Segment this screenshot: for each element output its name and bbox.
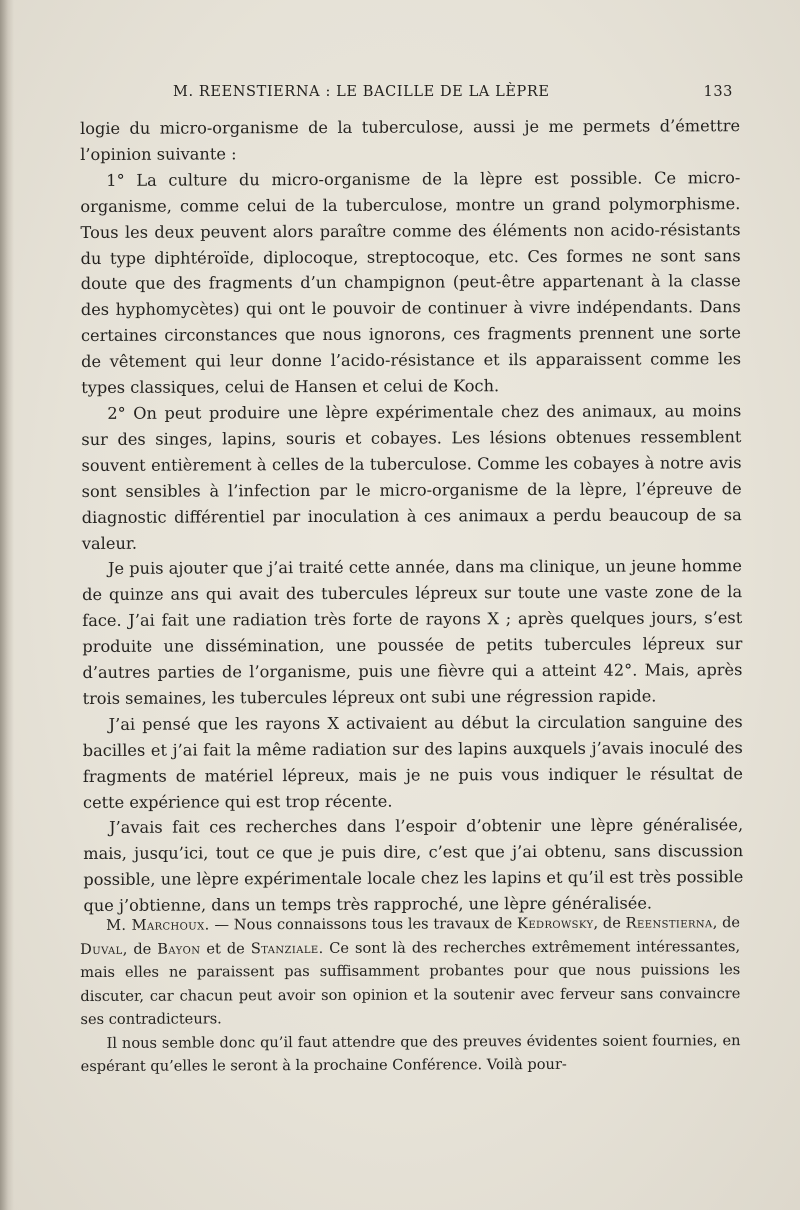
discussion-section — [80, 911, 741, 1078]
author-name: Duval — [80, 940, 123, 958]
text-fragment: — Nous connaissons tous les travaux de — [209, 915, 518, 934]
paragraph-continuation: logie du micro-organisme de la tuberculose, aussi je me permets d’émettre l’opinion suivante : — [80, 116, 741, 164]
paragraph-rabbit-experiment: J’ai pensé que les rayons X activaient au début la circulation sanguine des bacilles et j’ai fait la même radiation sur des lapins auxquels j’avais inoculé des fragments de matériel lépreux, mais je ne puis vous indiquer le résultat de cette expérience qui est trop récente. — [82, 711, 743, 812]
text-fragment: , de — [593, 914, 626, 932]
paragraph-clinical-case: Je puis ajouter que j’ai traité cette année, dans ma clinique, un jeune homme de quinze ans qui avait des tubercules lépreux sur toute une vaste zone de la face. J’ai fait une radiation très forte de rayons X ; après quelques jours, s’est produite une dissémination, une poussée de petits tubercules lépreux sur d’autres parties de l’organisme, puis une fièvre qui a atteint 42°. Mais, après trois semaines, les tubercules lépreux ont subi une régression rapide. — [82, 556, 743, 708]
discussion-paragraph-2: Il nous semble donc qu’il faut attendre que des preuves évidentes soient fournies, en espérant qu’elles le seront à la prochaine Conférence. Voilà pour- — [80, 1031, 741, 1075]
speaker-name: M. Marchoux. — [106, 916, 210, 934]
author-name: Kedrowsky — [516, 914, 594, 933]
author-name: Reenstierna — [625, 914, 713, 932]
text-fragment: , de — [712, 914, 741, 932]
text-fragment: et de — [200, 939, 251, 957]
page-gutter-shadow — [0, 0, 14, 1210]
paragraph-conclusion: J’avais fait ces recherches dans l’espoir d’obtenir une lèpre généralisée, mais, jusqu’ici, tout ce que je puis dire, c’est que j’ai obtenu, sans discussion possible, une lèpre expérimentale locale chez les lapins et qu’il est très possible que j’obtienne, dans un temps très rapproché, une lèpre généralisée. — [83, 815, 744, 916]
author-name: Stanziale — [250, 939, 319, 957]
paragraph-point-1: 1° La culture du micro-organisme de la lèpre est possible. Ce micro-organisme, comme celui de la tuberculose, montre un grand polymorphisme. Tous les deux peuvent alors paraître comme des éléments non acido-résistants du type diphtéroïde, diplocoque, streptocoque, etc. Ces formes ne sont sans doute que des fragments d’un champignon (peut-être appartenant à la classe des hyphomycètes) qui ont le pouvoir de continuer à vivre indépendants. Dans certaines circonstances que nous ignorons, ces fragments prennent une sorte de vêtement qui leur donne l’acido-résistance et ils apparaissent comme les types classiques, celui de Hansen et celui de Koch. — [80, 167, 742, 398]
main-text — [80, 113, 743, 919]
author-name: Bayon — [157, 939, 201, 958]
text-fragment: . Ce sont là des recherches extrêmement intéressantes, mais elles ne paraissent pas suffisamment probantes pour que nous puissions les discuter, car chacun peut avoir son opinion et la soutenir avec ferveur sans convaincre ses contradicteurs. — [80, 937, 741, 1028]
text-fragment: , de — [122, 940, 158, 958]
running-title: M. REENSTIERNA : LE BACILLE DE LA LÈPRE — [173, 84, 550, 100]
discussion-paragraph-marchoux — [80, 911, 741, 1031]
paragraph-point-2: 2° On peut produire une lèpre expérimentale chez des animaux, au moins sur des singes, lapins, souris et cobayes. Les lésions obtenues ressemblent souvent entièrement à celles de la tuberculose. Comme les cobayes à notre avis sont sensibles à l’infection par le micro-organisme de la lèpre, l’épreuve de diagnostic différentiel par inoculation à ces animaux a perdu beaucoup de sa valeur. — [81, 401, 742, 553]
page-number: 133 — [703, 84, 733, 100]
